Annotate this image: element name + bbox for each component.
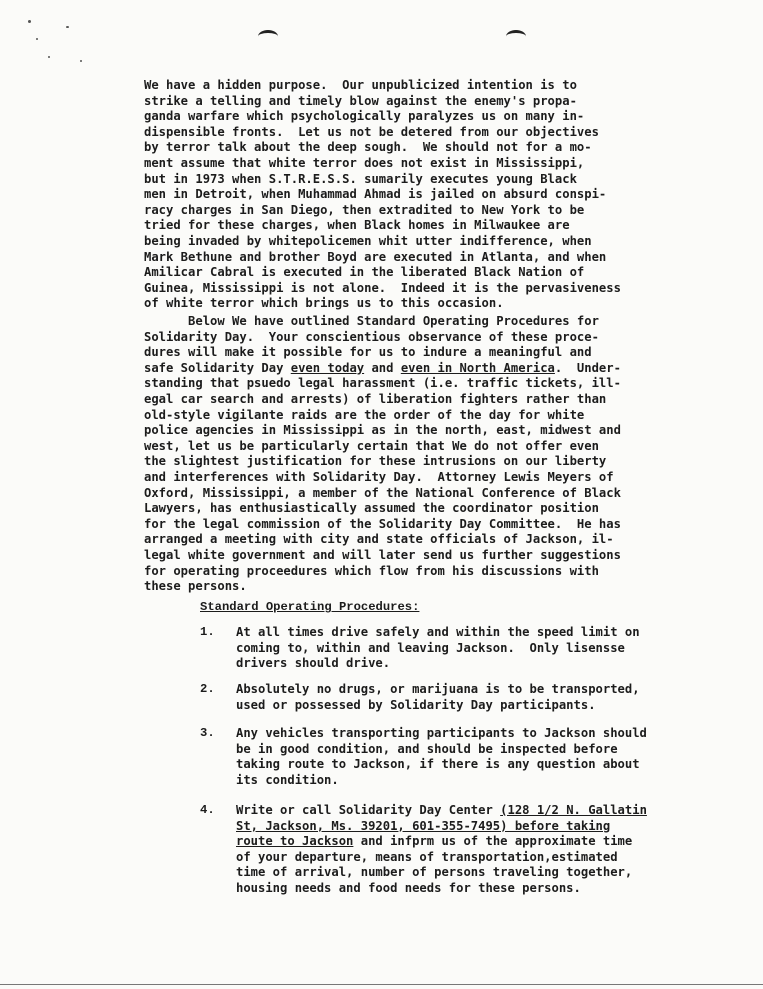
scan-speck bbox=[36, 38, 38, 40]
procedure-item bbox=[200, 803, 750, 897]
scan-edge-line bbox=[0, 984, 763, 985]
scan-speck bbox=[28, 20, 31, 23]
item-text: Any vehicles transporting participants to Jackson should be in good condition, and should be inspected before taking route to Jackson, if there is any question about its condition. bbox=[236, 726, 647, 787]
scan-speck bbox=[48, 56, 50, 58]
procedures-paragraph: Below We have outlined Standard Operating Procedures for Solidarity Day. Your conscientious observance of these proce- dures will make it possible for us to indure a meaningful and safe Solidarity Day even today and even in North America. Under- standing that psuedo legal harassment (i.e. traffic tickets, ill- egal car search and arrests) of liberation fighters rather than old-style vigilante raids are the order of the day for white police agencies in Mississippi as in the north, east, midwest and west, let us be particularly certain that We do not offer even the slightest justification for these intrusions on our liberty and interferences with Solidarity Day. Attorney Lewis Meyers of Oxford, Mississippi, a member of the National Conference of Black Lawyers, has enthusiastically assumed the coordinator position for the legal commission of the Solidarity Day Committee. He has arranged a meeting with city and state officials of Jackson, il- legal white government and will later send us further suggestions for operating proceedures which flow from his discussions with these persons. bbox=[144, 314, 621, 594]
item-text: At all times drive safely and within the speed limit on coming to, within and leaving Jackson. Only lisensse drivers should drive. bbox=[236, 625, 640, 671]
item-number: 3. bbox=[200, 726, 215, 740]
item-number: 1. bbox=[200, 625, 215, 639]
procedures-heading: Standard Operating Procedures: bbox=[200, 600, 420, 614]
scan-speck bbox=[80, 60, 82, 62]
item-text: Absolutely no drugs, or marijuana is to be transported, used or possessed by Solidarity Day participants. bbox=[236, 682, 640, 712]
binder-hole-mark bbox=[506, 30, 526, 43]
binder-hole-mark bbox=[258, 30, 278, 43]
intro-paragraph: We have a hidden purpose. Our unpublicized intention is to strike a telling and timely blow against the enemy's propa- ganda warfare which psychologically paralyzes us on many in- dispensible fronts. Let us not be detered from our objectives by terror talk about the deep sough. We should not for a mo- ment assume that white terror does not exist in Mississippi, but in 1973 when S.T.R.E.S.S. sumarily executes young Black men in Detroit, when Muhammad Ahmad is jailed on absurd conspi- racy charges in San Diego, then extradited to New York to be tried for these charges, when Black homes in Milwaukee are being invaded by whitepolicemen whit utter indifference, when Mark Bethune and brother Boyd are executed in Atlanta, and when Amilicar Cabral is executed in the liberated Black Nation of Guinea, Mississippi is not alone. Indeed it is the pervasiveness of white terror which brings us to this occasion. bbox=[144, 78, 621, 311]
procedure-item bbox=[200, 682, 750, 713]
procedure-item bbox=[200, 726, 750, 788]
procedure-item bbox=[200, 625, 750, 672]
item-number: 2. bbox=[200, 682, 215, 696]
item-text: Write or call Solidarity Day Center (128 1/2 N. Gallatin St, Jackson, Ms. 39201, 601-355-7495) before taking route to Jackson and infprm us of the approximate time of your departure, means of transportation,estimated time of arrival, number of persons traveling together, housing needs and food needs for these persons. bbox=[236, 803, 647, 895]
scan-speck bbox=[66, 26, 69, 28]
item-number: 4. bbox=[200, 803, 215, 817]
